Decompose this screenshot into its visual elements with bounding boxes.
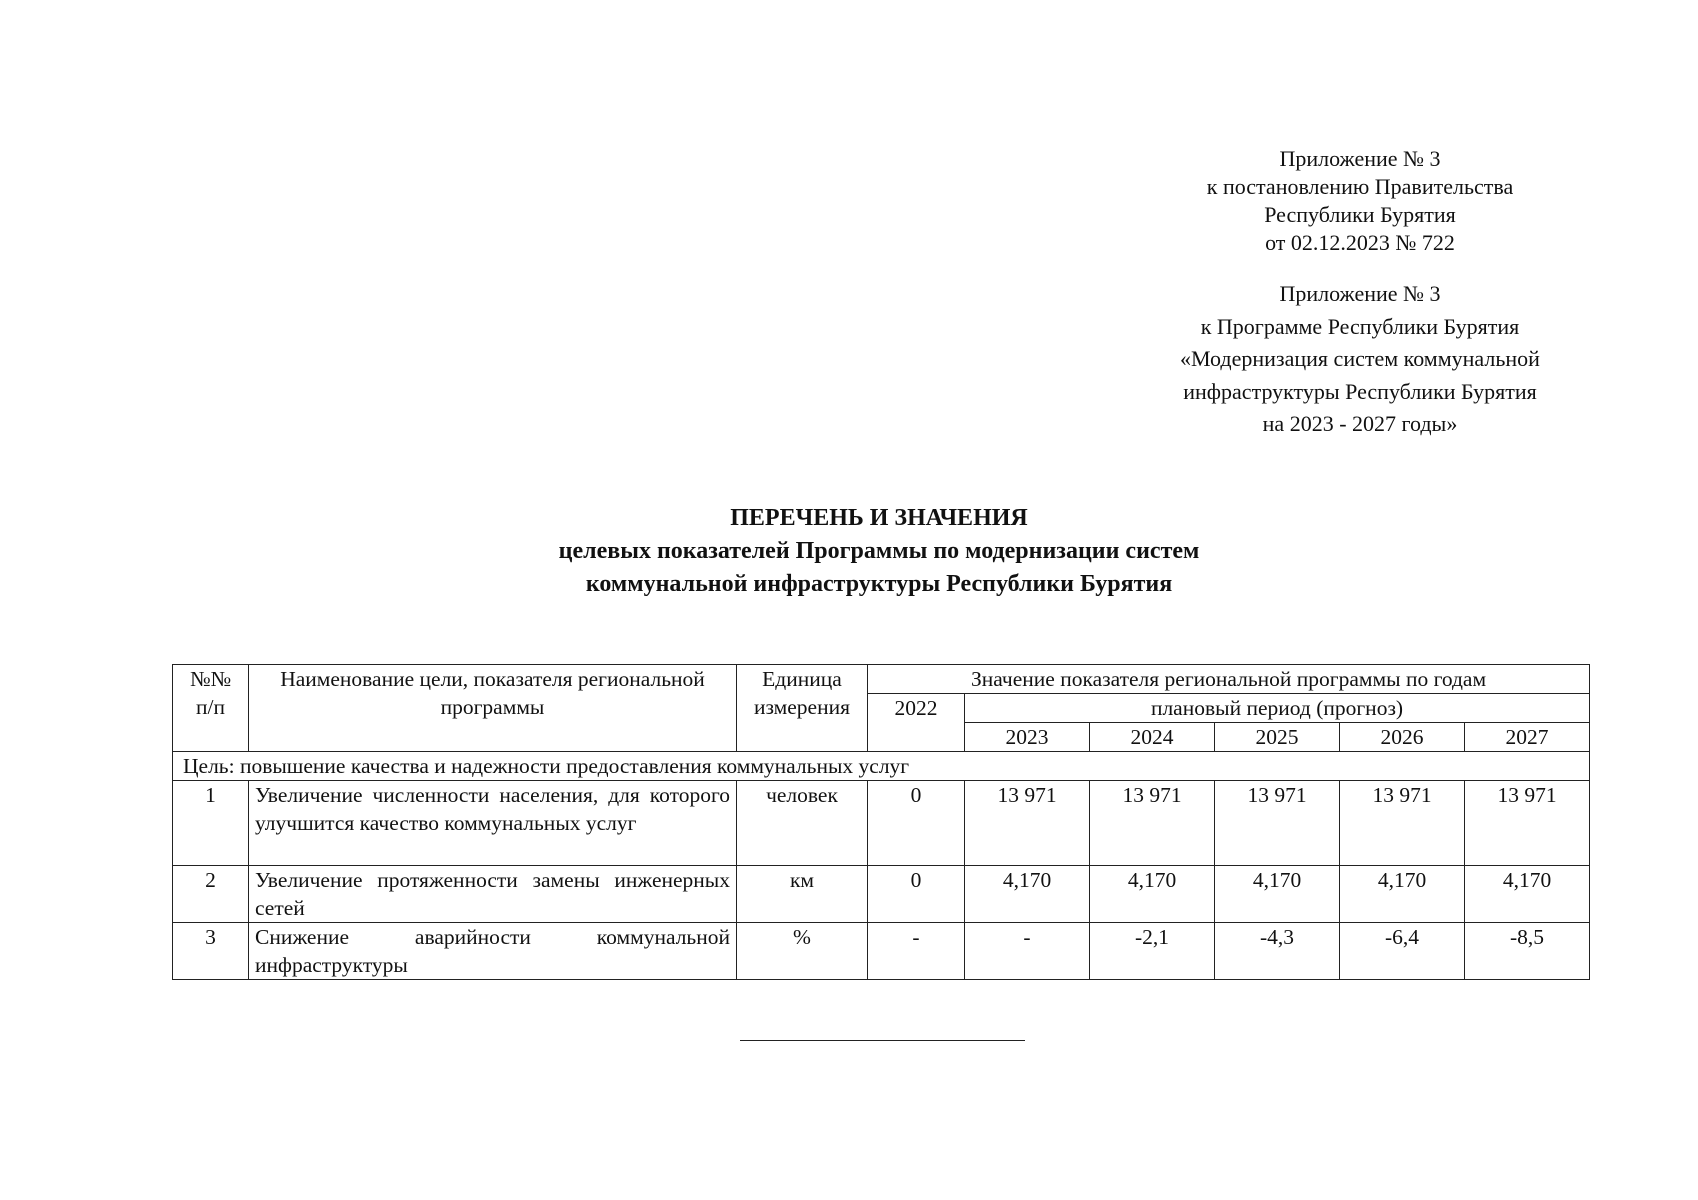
row-value: -4,3	[1215, 923, 1340, 980]
row-value: 13 971	[1465, 781, 1590, 866]
closing-rule	[740, 1040, 1025, 1041]
table-row	[173, 781, 1590, 866]
row-value: 13 971	[965, 781, 1090, 866]
row-name: Увеличение протяженности замены инженерных сетей	[249, 866, 737, 923]
row-name: Увеличение численности населения, для которого улучшится качество коммунальных услуг	[249, 781, 737, 866]
program-appendix-line: «Модернизация систем коммунальной	[1180, 346, 1540, 371]
resolution-appendix-line: Приложение № 3	[1279, 146, 1441, 171]
row-value: -8,5	[1465, 923, 1590, 980]
row-value: 4,170	[1215, 866, 1340, 923]
resolution-appendix-line: Республики Бурятия	[1264, 202, 1456, 227]
row-unit: человек	[737, 781, 868, 866]
row-base-value: 0	[868, 866, 965, 923]
header-number: №№ п/п	[173, 665, 249, 752]
row-value: 13 971	[1340, 781, 1465, 866]
row-number: 3	[173, 923, 249, 980]
row-value: 4,170	[1340, 866, 1465, 923]
row-value: 4,170	[965, 866, 1090, 923]
row-unit: %	[737, 923, 868, 980]
row-value: 4,170	[1090, 866, 1215, 923]
program-appendix-line: на 2023 - 2027 годы»	[1262, 411, 1458, 436]
row-base-value: 0	[868, 781, 965, 866]
row-number: 2	[173, 866, 249, 923]
row-value: -2,1	[1090, 923, 1215, 980]
goal-row: Цель: повышение качества и надежности предоставления коммунальных услуг	[173, 752, 1590, 781]
row-value: -	[965, 923, 1090, 980]
row-base-value: -	[868, 923, 965, 980]
indicators-table	[172, 664, 1590, 980]
row-value: 13 971	[1090, 781, 1215, 866]
row-value: -6,4	[1340, 923, 1465, 980]
row-number: 1	[173, 781, 249, 866]
program-appendix-line: к Программе Республики Бурятия	[1200, 313, 1520, 339]
row-name: Снижение аварийности коммунальной инфраструктуры	[249, 923, 737, 980]
title-line: коммунальной инфраструктуры Республики Бурятия	[585, 571, 1173, 597]
header-year: 2023	[965, 723, 1090, 752]
row-value: 4,170	[1465, 866, 1590, 923]
header-year: 2027	[1465, 723, 1590, 752]
row-unit: км	[737, 866, 868, 923]
resolution-appendix-line: от 02.12.2023 № 722	[1265, 230, 1455, 255]
table-row	[173, 923, 1590, 980]
program-appendix-line: Приложение № 3	[1279, 281, 1441, 306]
resolution-appendix-note	[1130, 145, 1590, 257]
resolution-appendix-line: к постановлению Правительства	[1206, 174, 1514, 199]
document-title	[270, 502, 1488, 601]
title-line: ПЕРЕЧЕНЬ И ЗНАЧЕНИЯ	[730, 505, 1028, 531]
header-year: 2025	[1215, 723, 1340, 752]
header-planned-period: плановый период (прогноз)	[965, 694, 1590, 723]
program-appendix-note	[1130, 278, 1590, 441]
program-appendix-line: инфраструктуры Республики Бурятия	[1183, 378, 1537, 404]
header-values-group: Значение показателя региональной программы по годам	[868, 665, 1590, 694]
header-year: 2024	[1090, 723, 1215, 752]
row-value: 13 971	[1215, 781, 1340, 866]
header-base-year: 2022	[868, 694, 965, 752]
header-name: Наименование цели, показателя региональной программы	[249, 665, 737, 752]
header-unit: Единица измерения	[737, 665, 868, 752]
title-line: целевых показателей Программы по модернизации систем	[558, 538, 1200, 564]
table-row	[173, 866, 1590, 923]
header-year: 2026	[1340, 723, 1465, 752]
